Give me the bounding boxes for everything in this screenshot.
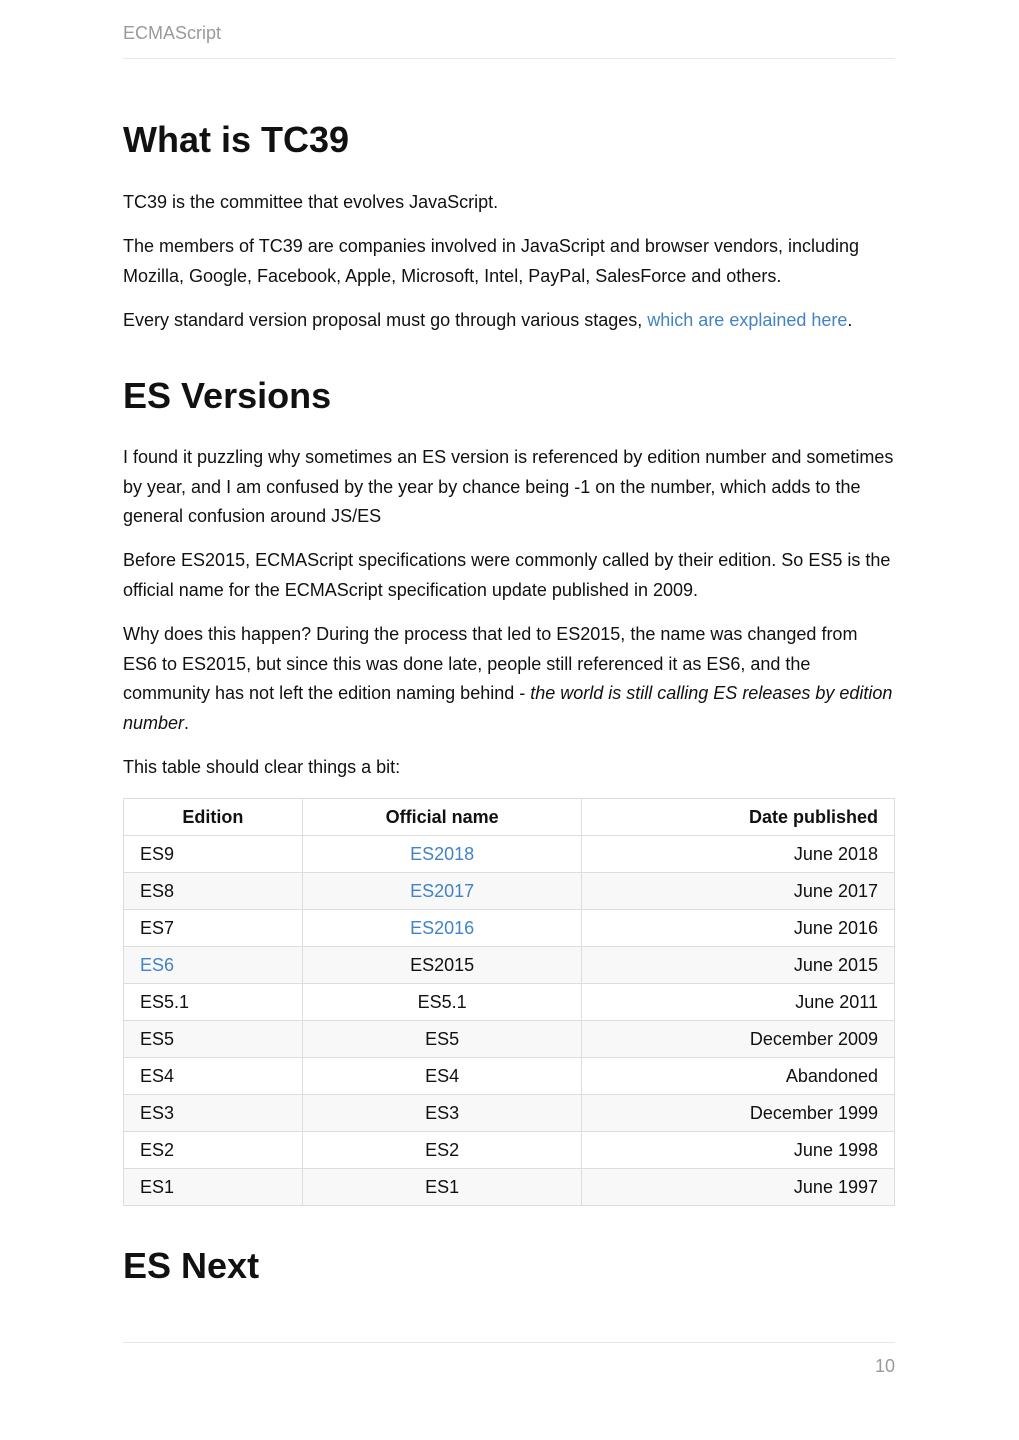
edition-cell: ES3 <box>124 1095 303 1132</box>
table-row <box>124 947 895 984</box>
edition-cell: ES4 <box>124 1058 303 1095</box>
header-official-name: Official name <box>302 799 582 836</box>
header-divider <box>123 58 895 59</box>
official-name-cell: ES1 <box>302 1169 582 1206</box>
edition-cell <box>124 947 303 984</box>
why-italic: the world is still calling ES releases by edition number <box>123 683 893 733</box>
table-row <box>124 910 895 947</box>
heading-what-is-tc39: What is TC39 <box>123 119 350 160</box>
official-name-cell: ES4 <box>302 1058 582 1095</box>
before-es2015-paragraph: Before ES2015, ECMAScript specifications were commonly called by their edition. So ES5 is the official name for the ECMAScript specification update published in 2009. <box>123 550 891 600</box>
official-name-cell: ES5.1 <box>302 984 582 1021</box>
edition-cell: ES5.1 <box>124 984 303 1021</box>
date-cell: June 2018 <box>582 836 895 873</box>
page-number: 10 <box>874 1356 895 1376</box>
date-cell: June 2016 <box>582 910 895 947</box>
edition-cell: ES2 <box>124 1132 303 1169</box>
edition-cell: ES5 <box>124 1021 303 1058</box>
official-name-cell: ES3 <box>302 1095 582 1132</box>
table-row <box>124 1021 895 1058</box>
footer-divider <box>123 1342 895 1343</box>
heading-es-next: ES Next <box>123 1245 260 1286</box>
es6-link[interactable]: ES6 <box>140 954 175 975</box>
edition-cell: ES7 <box>124 910 303 947</box>
table-row <box>124 836 895 873</box>
table-row <box>124 1095 895 1132</box>
es2018-link[interactable]: ES2018 <box>410 843 475 864</box>
official-name-cell: ES2015 <box>302 947 582 984</box>
tc39-stages-paragraph <box>123 306 895 336</box>
stages-period: . <box>847 310 853 330</box>
date-cell: June 1997 <box>582 1169 895 1206</box>
table-row <box>124 1169 895 1206</box>
official-name-cell: ES2 <box>302 1132 582 1169</box>
date-cell: Abandoned <box>582 1058 895 1095</box>
header-edition: Edition <box>124 799 303 836</box>
table-intro-paragraph: This table should clear things a bit: <box>123 757 401 777</box>
table-row <box>124 1132 895 1169</box>
date-cell: December 1999 <box>582 1095 895 1132</box>
table-row <box>124 873 895 910</box>
date-cell: December 2009 <box>582 1021 895 1058</box>
date-cell: June 2015 <box>582 947 895 984</box>
edition-cell: ES8 <box>124 873 303 910</box>
why-text: Why does this happen? During the process that led to ES2015, the name was changed from ES6 to ES2015, but since this was done late, people still referenced it as ES6, and the community has not left the edition naming behind - <box>123 624 858 704</box>
table-row <box>124 1058 895 1095</box>
official-name-cell: ES5 <box>302 1021 582 1058</box>
table-row <box>124 984 895 1021</box>
date-cell: June 1998 <box>582 1132 895 1169</box>
tc39-members-paragraph: The members of TC39 are companies involved in JavaScript and browser vendors, including Mozilla, Google, Facebook, Apple, Microsoft, Intel, PayPal, SalesForce and others. <box>123 236 860 286</box>
official-name-cell <box>302 910 582 947</box>
table-header-row <box>124 799 895 836</box>
edition-cell: ES9 <box>124 836 303 873</box>
why-period: . <box>184 712 190 733</box>
date-cell: June 2011 <box>582 984 895 1021</box>
es-versions-table <box>123 798 895 1206</box>
official-name-cell <box>302 873 582 910</box>
edition-cell: ES1 <box>124 1169 303 1206</box>
date-cell: June 2017 <box>582 873 895 910</box>
official-name-cell <box>302 836 582 873</box>
running-header: ECMAScript <box>123 23 222 43</box>
header-date-published: Date published <box>582 799 895 836</box>
tc39-intro-paragraph: TC39 is the committee that evolves JavaScript. <box>123 192 499 212</box>
why-paragraph <box>123 620 895 738</box>
heading-es-versions: ES Versions <box>123 375 332 416</box>
es2016-link[interactable]: ES2016 <box>410 917 475 938</box>
stages-link[interactable]: which are explained here <box>647 310 848 330</box>
es2017-link[interactable]: ES2017 <box>410 880 475 901</box>
stages-text: Every standard version proposal must go through various stages, <box>123 310 648 330</box>
puzzling-paragraph: I found it puzzling why sometimes an ES version is referenced by edition number and sometimes by year, and I am confused by the year by chance being -1 on the number, which adds to the general confusion around JS/ES <box>123 447 894 527</box>
